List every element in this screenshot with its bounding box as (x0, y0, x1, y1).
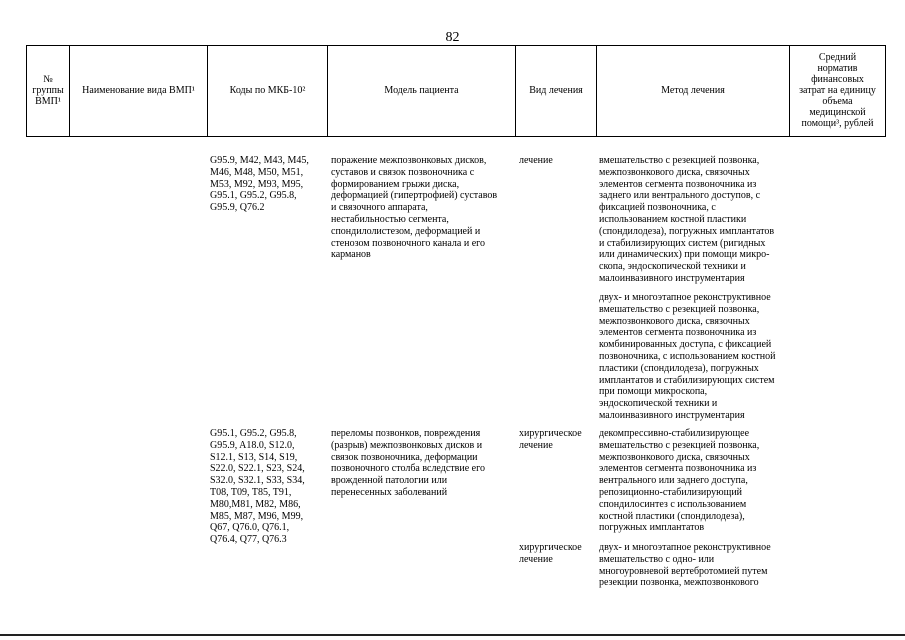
row-3-patient-model: переломы позвонков, повреждения (разрыв) межпозвонковых дисков и связок позвоночника, деформации позвоночного столба вследствие его врожденной патологии или перенесенных заболеваний (331, 428, 485, 498)
header-patient-model (328, 45, 515, 136)
header-treatment-method-text: Метод лечения (661, 85, 725, 96)
row-3-treatment-method: декомпрессивно-стабилизирующее вмешательство с резекцией позвонка, межпозвонкового диска, связочных элементов сегмента позвоночника из вентрального или заднего доступа, репозиционно-стабилизирующий спондилосинтез с использованием костной пластики (спондилодеза), погружных имплантатов (599, 428, 760, 534)
header-avg-cost-text: Средний норматив финансовых затрат на единицу объема медицинской помощи³, рублей (799, 52, 876, 129)
row-1-codes: G95.9, M42, M43, M45, M46, M48, M50, M51, M53, M92, M93, M95, G95.1, G95.2, G95.8, G95.9, Q76.2 (210, 155, 309, 214)
row-4-treatment-type: хирургическое лечение (519, 542, 582, 565)
row-4-treatment-method: двух- и многоэтапное реконструктивное вмешательство с одно- или многоуровневой вертебротомией путем резекции позвонка, межпозвонкового (599, 542, 771, 589)
row-3-treatment-type: хирургическое лечение (519, 428, 582, 451)
header-bottom-border (26, 136, 886, 137)
header-vmp-name-text: Наименование вида ВМП¹ (82, 85, 195, 96)
header-group-number-text: № группы ВМП¹ (32, 74, 64, 107)
header-group-number (27, 45, 69, 136)
page-number: 82 (445, 30, 460, 45)
header-treatment-type (516, 45, 596, 136)
header-mkb-codes-text: Коды по МКБ-10² (229, 85, 306, 96)
header-treatment-type-text: Вид лечения (529, 85, 583, 96)
header-mkb-codes (208, 45, 327, 136)
header-avg-cost (790, 45, 885, 136)
row-3-codes: G95.1, G95.2, G95.8, G95.9, A18.0, S12.0, S12.1, S13, S14, S19, S22.0, S22.1, S23, S24, S32.0, S32.1, S33, S34, T08, T09, T85, T91, M80,M81, M82, M86, M85, M87, M96, M99, Q67, Q76.0, Q76.1, Q76.4, Q77, Q76.3 (210, 428, 305, 546)
page-bottom-edge (0, 634, 905, 636)
row-1-treatment-method: вмешательство с резекцией позвонка, межпозвонкового диска, связочных элементов сегмента позвоночника из заднего или вентрального доступов, с фиксацией позвоночника, с использованием костной пластики (спондилодеза), погружных имплантатов и стабилизирующих систем (ригидных или динамических) при помощи микро- скопа, эндоскопической техники и малоинвазивного инструментария (599, 155, 775, 284)
row-1-treatment-type: лечение (519, 155, 553, 166)
header-patient-model-text: Модель пациента (384, 85, 459, 96)
header-treatment-method (597, 45, 789, 136)
header-divider (885, 45, 886, 136)
row-2-treatment-method: двух- и многоэтапное реконструктивное вмешательство с резекцией позвонка, межпозвонкового диска, связочных элементов сегмента позвоночника из комбинированных доступа, с фиксацией позвоночника, с использованием костной пластики (спондилодеза), погружных имплантатов и стабилизирующих систем при помощи микроскопа, эндоскопической техники и малоинвазивного инструментария (599, 292, 776, 421)
header-vmp-name (70, 45, 207, 136)
row-1-patient-model: поражение межпозвонковых дисков, суставов и связок позвоночника с формированием грыжи диска, деформацией (гипертрофией) суставов и связочного аппарата, нестабильностью сегмента, спондилолистезом, деформацией и стенозом позвоночного канала и его карманов (331, 155, 498, 261)
